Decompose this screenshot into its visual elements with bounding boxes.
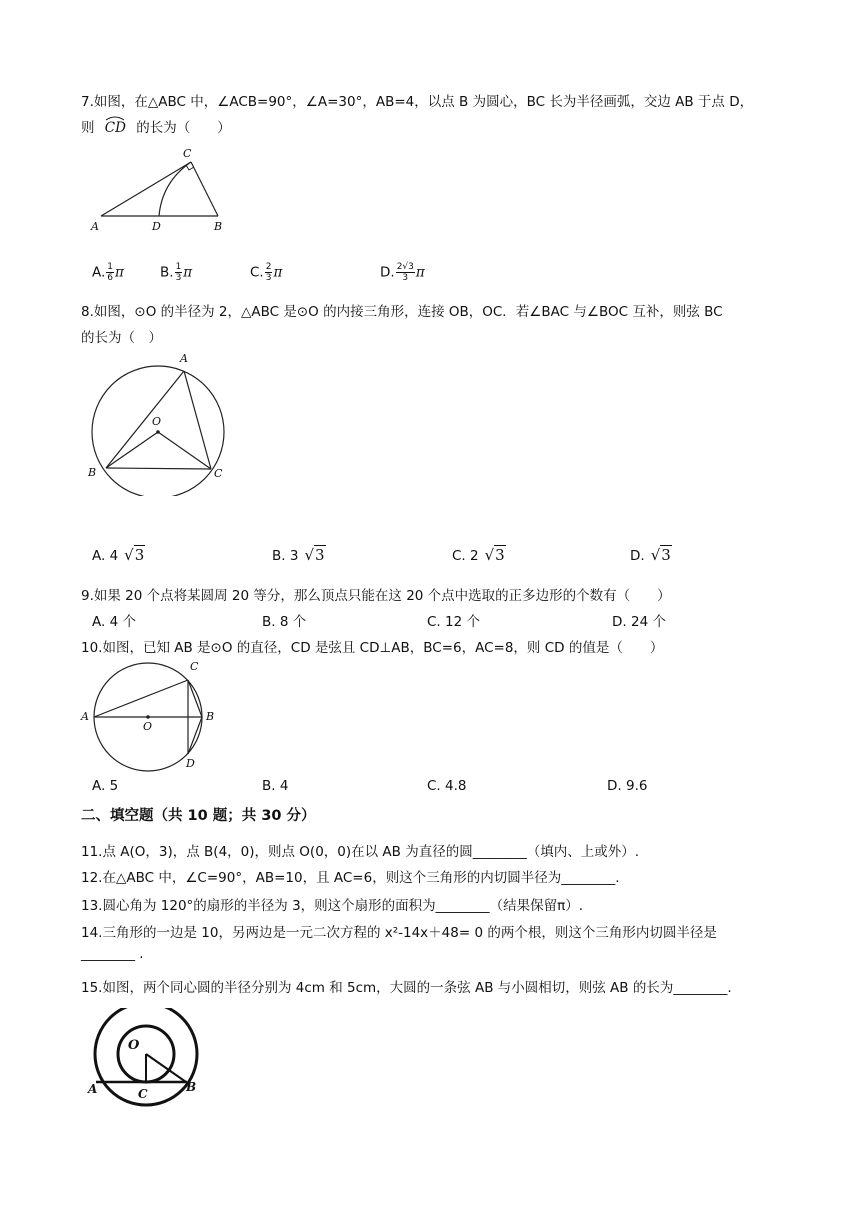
q14-line1: 14.三角形的一边是 10，另两边是一元二次方程的 x²-14x＋48= 0 的两个根，则这个三角形内切圆半径是 — [81, 925, 717, 941]
q8-label-o: O — [152, 415, 162, 428]
q8-label-c: C — [214, 467, 223, 480]
q8-label-a: A — [180, 352, 188, 365]
q13-text: 13.圆心角为 120°的扇形的半径为 3，则这个扇形的面积为________（结果保留π）. — [81, 898, 584, 914]
q7-option-b[interactable]: B. $\frac{1}{3}$ π — [160, 262, 193, 283]
q14-line2: ________ . — [81, 946, 144, 962]
q12-text: 12.在△ABC 中，∠C=90°，AB=10，且 AC=6，则这个三角形的内切圆半径为________. — [81, 870, 620, 886]
section-2-heading: 二、填空题（共 10 题；共 30 分） — [81, 808, 316, 824]
q7-option-d[interactable]: D. $\frac{2√3}{3}$ π — [380, 262, 425, 283]
q8-figure — [84, 350, 244, 496]
q10-label-c: C — [190, 660, 199, 673]
q8-line2: 的长为（ ） — [81, 330, 162, 346]
q9-option-a[interactable]: A. 4 个 — [92, 614, 136, 630]
q10-label-d: D — [186, 757, 195, 770]
q15-label-b: B — [186, 1080, 197, 1094]
q7-figure — [86, 146, 231, 238]
q7-label-b: B — [214, 220, 223, 233]
q11-text: 11.点 A(O，3)，点 B(4，0)，则点 O(0，0)在以 AB 为直径的圆________（填内、上或外）. — [81, 844, 640, 860]
arc-cd-symbol: CD — [99, 120, 136, 136]
circle-diameter-chord-diagram — [80, 656, 225, 774]
q10-option-c[interactable]: C. 4.8 — [427, 778, 467, 794]
q8-line1: 8.如图，⊙O 的半径为 2，△ABC 是⊙O 的内接三角形，连接 OB，OC．若∠BAC 与∠BOC 互补，则弦 BC — [81, 304, 723, 320]
q15-label-c: C — [138, 1087, 148, 1101]
q10-label-a: A — [81, 710, 89, 723]
q9-line1: 9.如果 20 个点将某圆周 20 等分，那么顶点只能在这 20 个点中选取的正多边形的个数有（ ） — [81, 588, 671, 604]
q15-label-a: A — [88, 1082, 98, 1096]
q8-option-b[interactable]: B. 3 √3 — [272, 546, 325, 564]
q10-option-d[interactable]: D. 9.6 — [607, 778, 648, 794]
q10-option-a[interactable]: A. 5 — [92, 778, 119, 794]
q7-label-c: C — [183, 147, 192, 160]
q7-line1: 7.如图，在△ABC 中，∠ACB=90°，∠A=30°，AB=4，以点 B 为圆心，BC 长为半径画弧，交边 AB 于点 D， — [81, 94, 754, 110]
q9-option-b[interactable]: B. 8 个 — [262, 614, 307, 630]
q9-option-c[interactable]: C. 12 个 — [427, 614, 480, 630]
q7-label-a: A — [91, 220, 99, 233]
q7-option-c[interactable]: C. $\frac{2}{3}$ π — [250, 262, 283, 283]
arc-mark-icon — [105, 115, 125, 121]
concentric-circles-diagram — [86, 1008, 216, 1108]
q10-label-o: O — [143, 720, 153, 733]
q15-figure — [86, 1008, 216, 1108]
q8-option-d[interactable]: D. √3 — [630, 546, 671, 564]
q7-line2: 则 CD 的长为（ ） — [81, 116, 231, 136]
q10-label-b: B — [206, 710, 215, 723]
q7-label-d: D — [152, 220, 161, 233]
q8-option-a[interactable]: A. 4 √3 — [92, 546, 145, 564]
q7-option-a[interactable]: A. $\frac{1}{6}$ π — [92, 262, 124, 283]
q8-label-b: B — [88, 466, 97, 479]
q15-line1: 15.如图，两个同心圆的半径分别为 4cm 和 5cm，大圆的一条弦 AB 与小圆相切，则弦 AB 的长为________. — [81, 980, 732, 996]
q10-line1: 10.如图，已知 AB 是⊙O 的直径，CD 是弦且 CD⊥AB，BC=6，AC=8，则 CD 的值是（ ） — [81, 640, 664, 656]
q10-option-b[interactable]: B. 4 — [262, 778, 289, 794]
q9-option-d[interactable]: D. 24 个 — [612, 614, 666, 630]
q8-option-c[interactable]: C. 2 √3 — [452, 546, 505, 564]
q10-figure — [80, 656, 225, 774]
q15-label-o: O — [128, 1038, 140, 1053]
